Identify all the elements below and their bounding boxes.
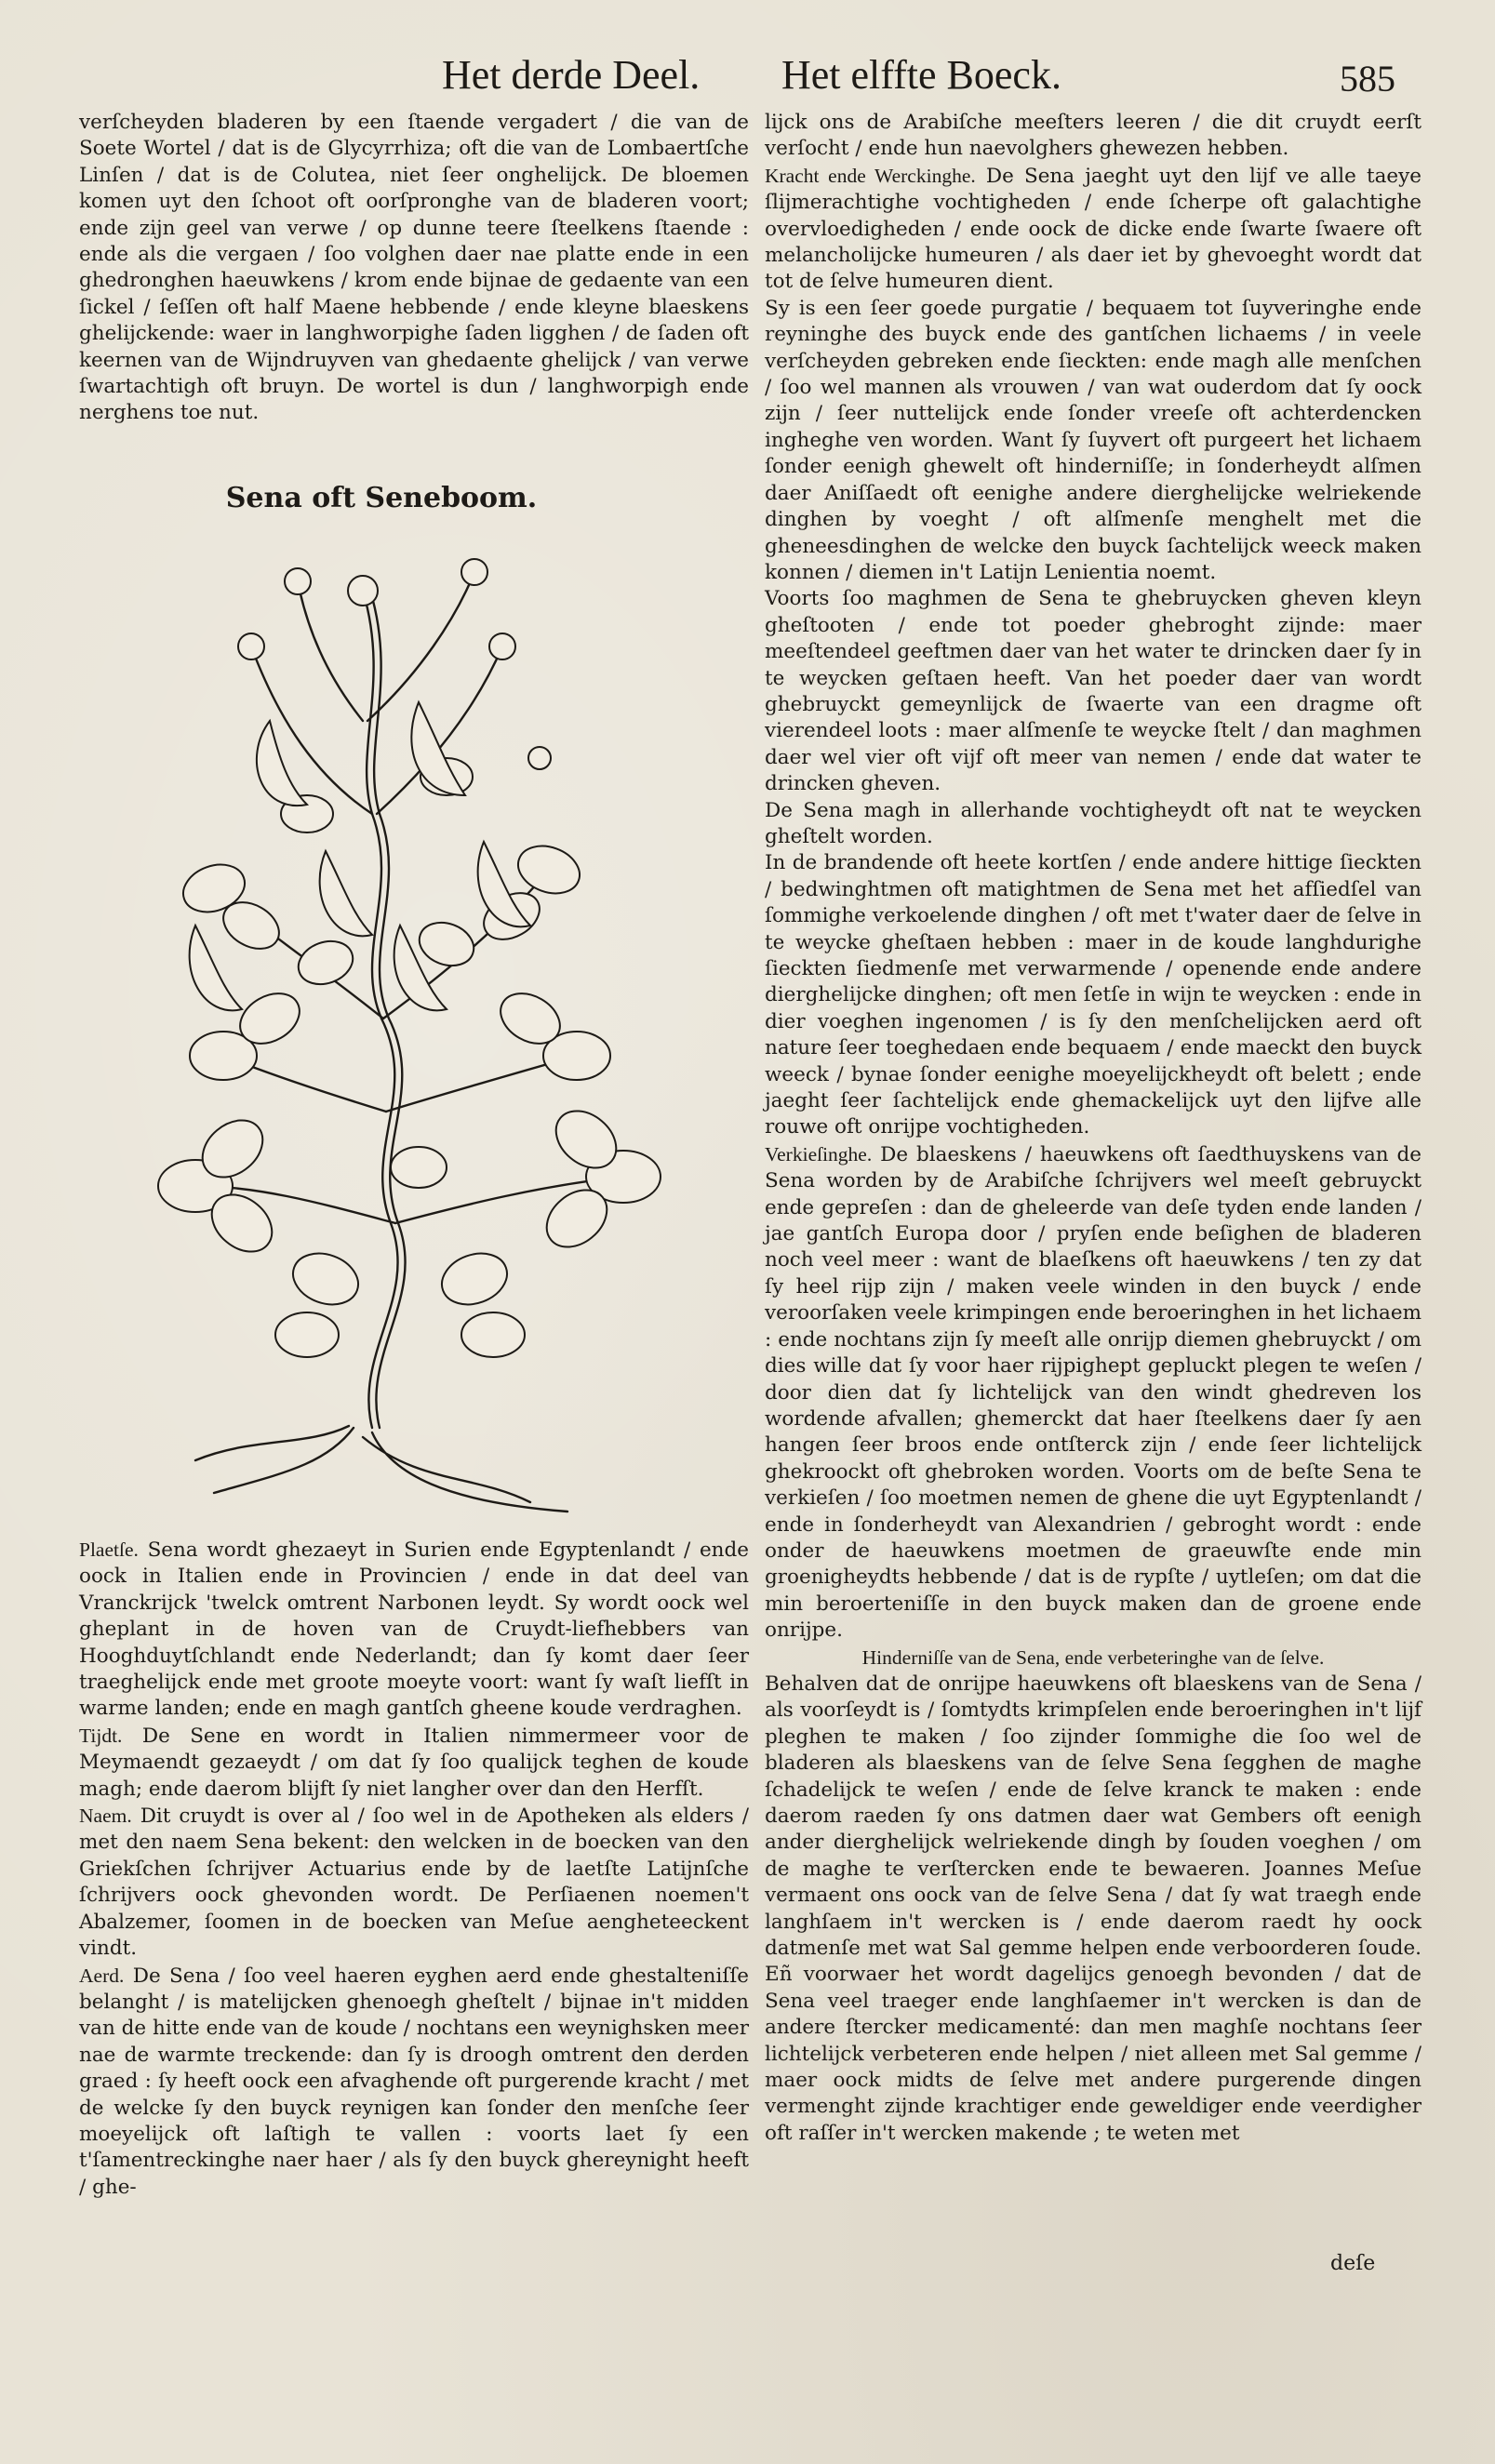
section-text: Dit cruydt is over al / ſoo wel in de Apotheken als elders / met den naem Sena bekent: den welcken in de boecken van den Griekſchen ſchrijver Actuarius ende by de laetſte Latijnſche ſchrijvers oock ghevonden wordt. De Perſiaenen noemen't Abalzemer, ſoomen in de boecken van Meſue aengheteeckent vindt. — [79, 1805, 749, 1961]
section-text: De Sena jaeght uyt den lijf ve alle taeye ſlijmerachtighe vochtigheden / ende ſcherpe oft galachtighe overvloedigheden / ende oock de dicke ende ſwarte ſwaere oft melancholijcke humeuren / als daer iet by ghevoeght wordt dat tot de ſelve humeuren dient. — [765, 164, 1422, 294]
paragraph — [765, 850, 1422, 1140]
section-heading — [765, 1645, 1422, 1672]
section-text: De blaeskens / haeuwkens oft ſaedthuyskens van de Sena worden by de Arabiſche ſchrijvers wel meeſt gebruyckt ende gepreſen : dan de gheleerde van deſe tyden ende landen / jae gantſch Europa door / pryſen ende beſighen de bladeren noch veel meer : want de blaeſkens oft haeuwkens / ten zy dat ſy heel rijp zijn / maken veele winden in den buyck / ende veroorſaken veele krimpingen ende beroeringhen in het lichaem : ende nochtans zijn ſy meeſt alle onrijp diemen ghebruyckt / om dies wille dat ſy voor haer rijpighept gepluckt plegen te weſen / door dien dat ſy lichtelijck van den windt ghedreven los wordende afvallen; ghemerckt dat haer ſteelkens daer ſy aen hangen ſeer broos ende ontſterck zijn / ende ſeer lichtelijck ghekroockt oft ghebroken worden. Voorts om de beſte Sena te verkieſen / ſoo moetmen nemen de ghene die uyt Egyptenlandt / ende in ſonderheydt van Alexandrien / gebroght wordt : ende onder de haeuwkens moetmen de graeuwſte ende min groenigheydts hebbende / dat is de rypſte / uytleſen; om dat die min beroerteniſſe in den buyck maken dan de groene ende onrijpe. — [765, 1142, 1422, 1643]
section-label: Naem. — [79, 1805, 132, 1828]
running-header — [0, 51, 1495, 107]
section-label: Verkieſinghe. — [765, 1142, 873, 1165]
paragraph-aerd — [79, 1963, 749, 2202]
paragraph — [765, 296, 1422, 586]
paragraph — [765, 1672, 1422, 2147]
section-label: Tijdt. — [79, 1724, 123, 1747]
page-number: 585 — [1340, 58, 1395, 100]
section-text: In de brandende oft heete kortſen / ende andere hittige ſieckten / bedwinghtmen oft matightmen de Sena met het afſiedſel van ſommighe verkoelende dinghen / oft met t'water daer de ſelve in te weycke gheſtaen hebben : maer in de koude langhdurighe ſieckten ſiedmenſe met verwarmende / openende ende andere dierghelijcke dinghen; oft men ſetſe in wijn te weycken : ende in dier voeghen ingenomen / is ſy den menſchelijcken aerd oft nature ſeer toeghedaen ende bequaem / ende maeckt den buyck weeck / bynae ſonder eenighe moeyelijckheydt oft belett ; ende jaeght ſeer ſachtelijck ende ghemackelijck uyt den lijfve alle rouwe oft onrijpe vochtigheden. — [765, 851, 1422, 1139]
part-title: Het derde Deel. — [442, 52, 701, 98]
section-text: lijck ons de Arabiſche meeſters leeren / die dit cruydt eerſt verſocht / ende hun naevolghers ghewezen hebben. — [765, 111, 1422, 161]
section-text: De Sene en wordt in Italien nimmermeer voor de Meymaendt gezaeydt / om dat ſy ſoo qualijck teghen de koude magh; ende daerom blijft ſy niet langher over dan den Herfſt. — [79, 1724, 749, 1801]
description-paragraph: verſcheyden bladeren by een ſtaende vergadert / die van de Soete Wortel / dat is de Glycyrrhiza; oft die van de Lombaertſche Linſen / dat is de Colutea, niet ſeer onghelijck. De bloemen komen uyt den ſchoot oft oorſpronghe van de bladeren voort; ende zijn geel van verwe / op dunne teere ſteelkens ſtaende : ende als die vergaen / ſoo volghen daer nae platte ende in een ghedronghen haeuwkens / krom ende bijnae de gedaente van een ſickel / ſeſſen oft half Maene hebbende / ende kleyne blaeskens ghelijckende: waer in langhworpighe ſaden ligghen / de ſaden oft keernen van de Wijndruyven van ghedaente ghelijck / van verwe ſwartachtigh oft bruyn. De wortel is dun / langhworpigh ende nerghens toe nut. — [79, 111, 749, 425]
section-label: Aerd. — [79, 1964, 125, 1987]
senna-woodcut-illustration — [140, 535, 698, 1521]
section-text: De Sena / ſoo veel haeren eyghen aerd ende ghestalteniſſe belanght / is matelijcken ghenoegh gheſtelt / bijnae in't midden van de hitte ende van de koude / nochtans een weynighsken meer nae de warmte treckende: dan ſy is droogh omtrent den derden graed : ſy heeft oock een afvaghende oft purgerende kracht / met de welcke ſy den buyck reynigen kan ſonder den menſche ſeer moeyelijck oft laſtigh te vallen : voorts laet ſy een t'ſamentreckinghe naer haer / als ſy den buyck ghereynight heeft / ghe- — [79, 1964, 750, 2199]
section-label: Kracht ende Werckinghe. — [765, 164, 976, 187]
section-text: Sy is een ſeer goede purgatie / bequaem tot ſuyveringhe ende reyninghe des buyck ende des gantſchen lichaems / in veele verſcheyden gebreken ende ſieckten: ende magh alle menſchen / ſoo wel mannen als vrouwen / van wat ouderdom dat ſy oock zijn / ſeer nuttelijck ende ſonder vreeſe oft achterdencken ingheghe ven worden. Want ſy ſuyvert oft purgeert het lichaem ſonder eenigh ghewelt oft hinderniſſe; in ſonderheydt alſmen daer Aniſſaedt oft eenighe andere dierghelijcke welriekende dinghen by voeght / oft alſmenſe menghelt met die gheneesdinghen de welcke den buyck ſachtelijck weeck maken konnen / diemen in't Latijn Lenientia noemt. — [765, 296, 1422, 584]
left-column-bottom — [79, 1537, 749, 2201]
catchword: deſe — [1330, 2252, 1376, 2275]
section-text: Behalven dat de onrijpe haeuwkens oft blaeskens van de Sena / als voorſeydt is / ſomtydts krimpſelen ende beroeringhen in't lijf pleghen te maken / ſoo zijnder ſommighe die ſoo wel de bladeren als blaeskens van de ſelve Sena ſegghen de maghe ſchadelijck te weſen / ende de ſelve kranck te maken : ende daerom raeden ſy ons datmen daer wat Gembers oft eenigh ander dierghelijck welriekende dingh by ſouden voeghen / om de maghe te verſtercken ende te bewaeren. Joannes Meſue vermaent ons oock van de ſelve Sena / dat ſy wat traegh ende langhſaem in't wercken is / ende daerom raedt hy oock datmenſe met wat Sal gemme helpen ende verboorderen ſoude. Eñ voorwaer het wordt dagelijcs genoegh bevonden / dat de Sena veel traeger ende langhſaemer in't wercken is dan de andere ſtercker medicamenté: dan men maghſe nochtans ſeer lichtelijck verbeteren ende helpen / niet alleen met Sal gemme / maer oock midts de ſelve met andere purgerende dingen vermenght zijnde krachtiger ende geweldiger ende veerdigher oft raſſer in't wercken makende ; te weten met — [765, 1672, 1422, 2145]
section-label: Plaetſe. — [79, 1538, 139, 1561]
book-title: Het elffte Boeck. — [781, 52, 1061, 98]
paragraph — [765, 110, 1422, 163]
paragraph-verkiesinghe — [765, 1141, 1422, 1645]
section-text: Sena wordt ghezaeyt in Surien ende Egyptenlandt / ende oock in Italien ende in Provincien / ende in dat deel van Vranckrijck 'twelck omtrent Narbonen leydt. Sy wordt oock wel gheplant in de hoven van de Cruydt-liefhebbers van Hooghduytſchlandt ende Nederlandt; dan ſy komt daer ſeer traeghelijck ende met groote moeyte voort: want ſy waſt liefſt in warme landen; ende en magh gantſch gheene koude verdraghen. — [79, 1538, 749, 1721]
paragraph — [765, 798, 1422, 851]
section-text: Voorts ſoo maghmen de Sena te ghebruycken gheven kleyn gheſtooten / ende tot poeder ghebroght zijnde: maer meeſtendeel geeftmen daer van het water te drincken daer ſy in te weycken geſtaen heeft. Van het poeder daer van wordt ghebruyckt gemeynlijck de ſwaerte van een dragme oft vierendeel loots : maer alſmenſe te weycke ſtelt / dan maghmen daer wel vier oft vijf oft meer van nemen / ende dat water te drincken gheven. — [765, 587, 1422, 796]
plant-caption: Sena oft Seneboom. — [225, 482, 538, 514]
section-heading-text: Hinderniſſe van de Sena, ende verbeteringhe van de ſelve. — [861, 1645, 1325, 1669]
paragraph-naem — [79, 1803, 749, 1962]
right-column — [765, 110, 1422, 2147]
paragraph-kracht — [765, 163, 1422, 296]
paragraph — [765, 586, 1422, 797]
paragraph-plaetse — [79, 1537, 749, 1723]
left-column-top — [79, 110, 749, 427]
paragraph-tijdt — [79, 1723, 749, 1803]
section-text: De Sena magh in allerhande vochtigheydt oft nat te weycken gheſtelt worden. — [765, 798, 1422, 848]
